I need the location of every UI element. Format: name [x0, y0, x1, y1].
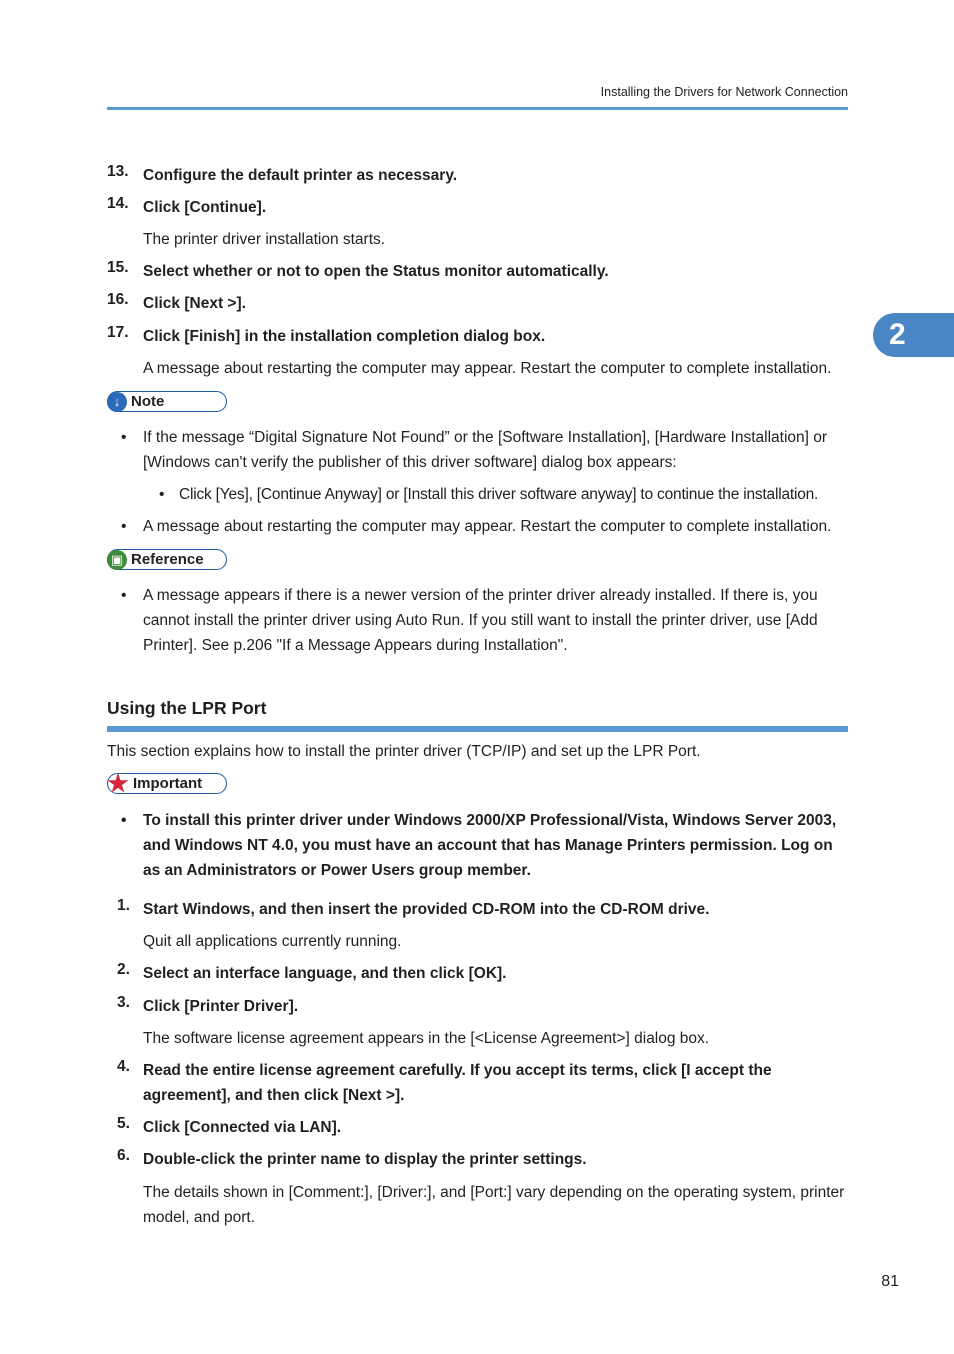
- bullet-dot: •: [121, 429, 127, 446]
- step-text: Configure the default printer as necessary.: [143, 167, 458, 184]
- step-number: 17.: [107, 324, 129, 341]
- step-number: 6.: [117, 1147, 130, 1164]
- page-number: 81: [881, 1273, 899, 1290]
- reference-book-icon: ▣: [107, 550, 127, 570]
- bullet-text: To install this printer driver under Windows 2000/XP Professional/Vista, Windows Server 2003, and Windows NT 4.0, you must have an account that has Manage Printers permission. Log on as an Administrators or Power Users group member.: [143, 812, 837, 879]
- step-text: Start Windows, and then insert the provided CD-ROM into the CD-ROM drive.: [143, 901, 710, 918]
- reference-label: Reference: [131, 551, 204, 568]
- section-rule: [107, 726, 848, 732]
- step-number: 3.: [117, 994, 130, 1011]
- step-number: 5.: [117, 1115, 130, 1132]
- step-text: Select whether or not to open the Status monitor automatically.: [143, 263, 609, 280]
- bullet-text: A message appears if there is a newer version of the printer driver already installed. If there is, you cannot install the printer driver using Auto Run. If you still want to install the printer driver, use [Add Printer]. See p.206 "If a Message Appears during Installation".: [143, 587, 818, 654]
- note-arrow-icon: ↓: [107, 392, 127, 412]
- note-callout: [107, 391, 227, 412]
- step-text: Double-click the printer name to display the printer settings.: [143, 1151, 587, 1168]
- step-text: Click [Next >].: [143, 295, 246, 312]
- step-text: Select an interface language, and then click [OK].: [143, 965, 507, 982]
- step-number: 1.: [117, 897, 130, 914]
- bullet-text: Click [Yes], [Continue Anyway] or [Install this driver software anyway] to continue the installation.: [179, 486, 819, 503]
- running-header: Installing the Drivers for Network Connection: [600, 85, 848, 99]
- lpr-step-6-result: The details shown in [Comment:], [Driver:], and [Port:] vary depending on the operating system, printer model, and port.: [143, 1184, 845, 1226]
- lpr-step-1-result: Quit all applications currently running.: [143, 933, 402, 950]
- reference-callout: [107, 549, 227, 570]
- header-rule: [107, 107, 848, 110]
- bullet-text: If the message “Digital Signature Not Found” or the [Software Installation], [Hardware Installation] or [Windows can't verify the publisher of this driver software] dialog box appears:: [143, 429, 828, 471]
- step-text: Click [Continue].: [143, 199, 267, 216]
- step-number: 15.: [107, 259, 129, 276]
- important-label: Important: [133, 775, 203, 792]
- important-callout: [107, 773, 227, 794]
- step-17-result: A message about restarting the computer may appear. Restart the computer to complete installation.: [143, 360, 832, 377]
- important-star-icon: [107, 773, 129, 795]
- bullet-dot: •: [121, 812, 127, 829]
- step-text: Click [Connected via LAN].: [143, 1119, 342, 1136]
- step-number: 13.: [107, 163, 129, 180]
- step-number: 2.: [117, 961, 130, 978]
- chapter-tab: 2: [873, 313, 954, 357]
- bullet-dot: •: [121, 587, 127, 604]
- section-intro: This section explains how to install the printer driver (TCP/IP) and set up the LPR Port.: [107, 743, 701, 760]
- step-text: Click [Finish] in the installation completion dialog box.: [143, 328, 546, 345]
- bullet-text: A message about restarting the computer may appear. Restart the computer to complete installation.: [143, 518, 832, 535]
- step-text: Click [Printer Driver].: [143, 998, 299, 1015]
- step-number: 16.: [107, 291, 129, 308]
- section-title: Using the LPR Port: [107, 698, 267, 718]
- bullet-dot: •: [121, 518, 127, 535]
- note-label: Note: [131, 393, 165, 410]
- step-number: 4.: [117, 1058, 130, 1075]
- step-number: 14.: [107, 195, 129, 212]
- step-14-result: The printer driver installation starts.: [143, 231, 386, 248]
- bullet-dot: •: [159, 486, 165, 503]
- step-text: Read the entire license agreement carefully. If you accept its terms, click [I accept the agreement], and then click [Next >].: [143, 1062, 772, 1104]
- lpr-step-3-result: The software license agreement appears in the [<License Agreement>] dialog box.: [143, 1030, 710, 1047]
